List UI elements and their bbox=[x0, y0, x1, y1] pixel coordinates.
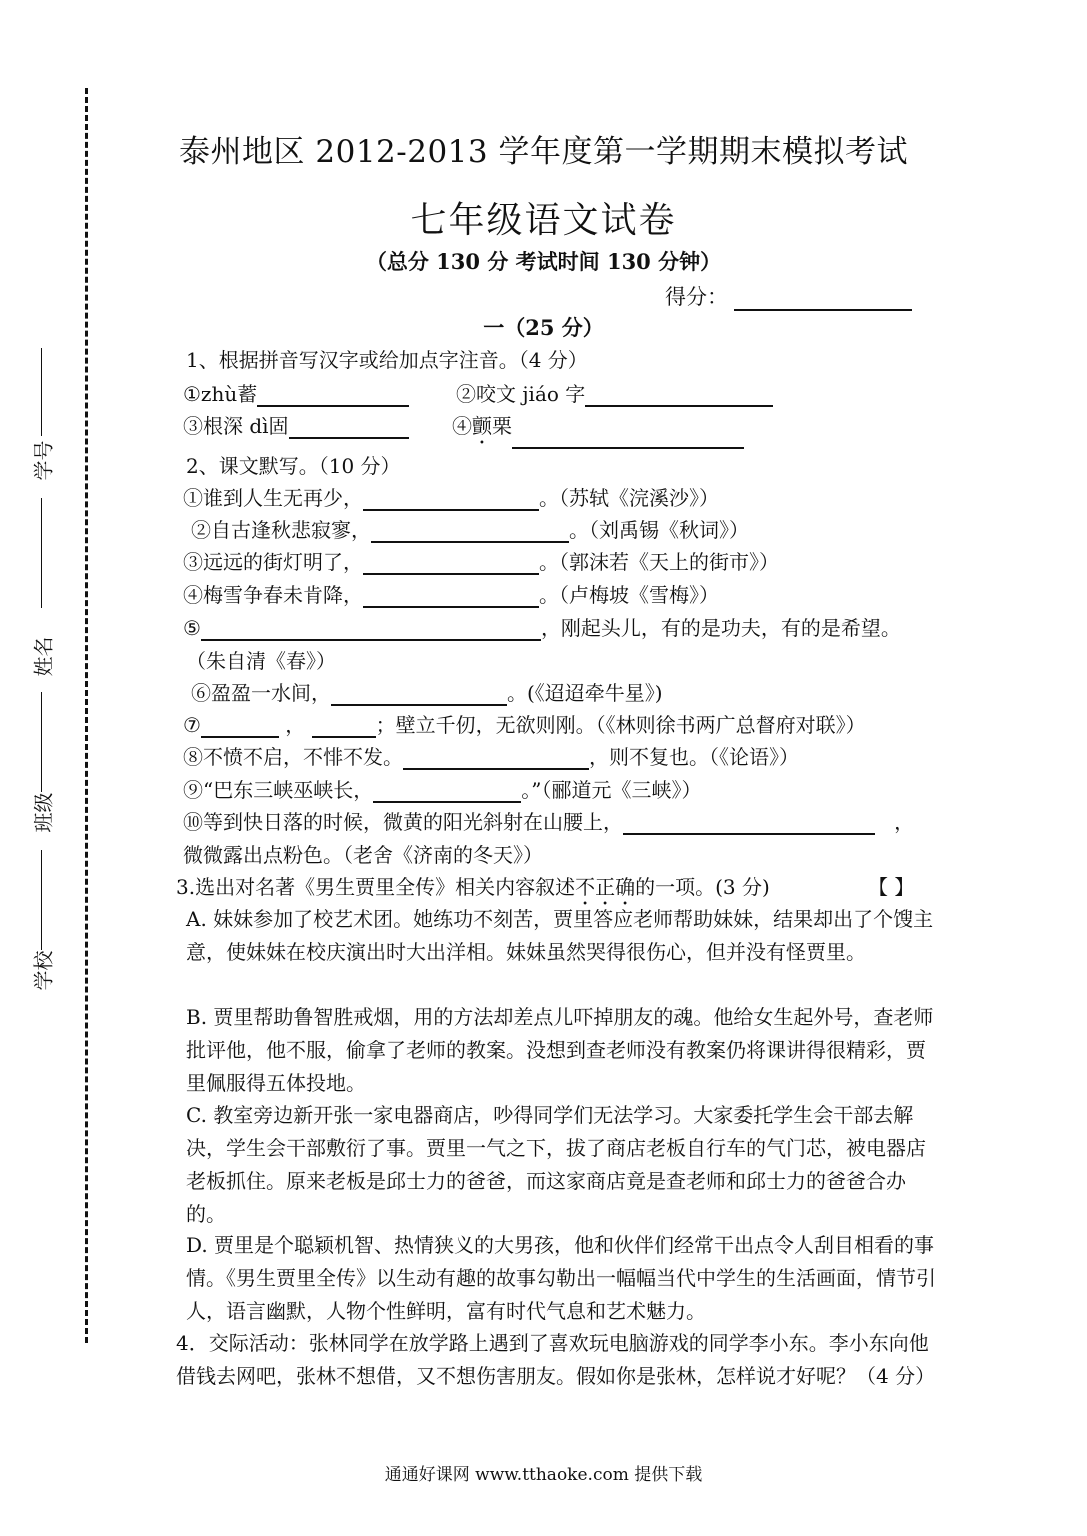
q2-prompt: 2、课文默写。（10 分） bbox=[186, 454, 401, 478]
name-label: 姓名 bbox=[31, 636, 56, 677]
answer-blank[interactable] bbox=[363, 489, 539, 511]
q1-item-3: ③根深 dì固 bbox=[183, 410, 409, 439]
answer-blank[interactable] bbox=[585, 385, 773, 407]
exam-subtitle: 七年级语文试卷 bbox=[410, 200, 677, 241]
q2-line-10: ⑩等到快日落的时候，微黄的阳光斜射在山腰上， ， bbox=[183, 810, 915, 834]
answer-blank[interactable] bbox=[623, 813, 875, 835]
score-blank[interactable] bbox=[734, 287, 912, 311]
exam-title: 泰州地区 2012-2013 学年度第一学期期末模拟考试 bbox=[179, 134, 908, 170]
q1-item-1: ①zhù蓄 bbox=[183, 378, 409, 407]
q2-line-10-source: 微微露出点粉色。（老舍《济南的冬天》） bbox=[183, 843, 543, 867]
q3-option-c: C. 教室旁边新开张一家电器商店，吵得同学们无法学习。大家委托学生会干部去解决，学生会干部敷衍了事。贾里一气之下，拔了商店老板自行车的气门芯，被电器店老板抓住。原来老板是邱士力的爸爸，而这家商店竟是查老师和邱士力的爸爸合办的。 bbox=[186, 1103, 926, 1226]
q2-line-2: ②自古逢秋悲寂寥， 。（刘禹锡《秋词》） bbox=[191, 518, 749, 542]
section-heading: 一（25 分） bbox=[483, 315, 604, 340]
q2-line-7: ⑦ ， ；壁立千仞，无欲则刚。（《林则徐书两广总督府对联》） bbox=[183, 713, 866, 737]
q4-prompt: 4．交际活动：张林同学在放学路上遇到了喜欢玩电脑游戏的同学李小东。李小东向他借钱去网吧，张林不想借，又不想伤害朋友。假如你是张林，怎样说才好呢？（4 分） bbox=[176, 1331, 936, 1388]
answer-blank[interactable] bbox=[363, 553, 539, 575]
answer-blank[interactable] bbox=[363, 586, 539, 608]
class-label: 班级 bbox=[31, 792, 56, 833]
q3-answer-bracket[interactable]: 【 】 bbox=[868, 875, 915, 899]
q3-prompt: 3.选出对名著《男生贾里全传》相关内容叙述不正确的一项。(3 分) bbox=[176, 875, 770, 899]
answer-blank[interactable] bbox=[312, 716, 376, 738]
q1-prompt: 1、根据拼音写汉字或给加点字注音。（4 分） bbox=[186, 348, 588, 372]
answer-blank[interactable] bbox=[403, 748, 589, 770]
student-no-blank bbox=[41, 348, 42, 436]
q2-line-4: ④梅雪争春未肯降， 。（卢梅坡《雪梅》） bbox=[183, 583, 719, 607]
school-blank bbox=[41, 850, 42, 950]
class-blank bbox=[41, 692, 42, 792]
q2-line-5-source: （朱自清《春》） bbox=[186, 649, 336, 673]
school-label: 学校 bbox=[31, 950, 56, 991]
q1-item-4: ④颤栗 bbox=[452, 410, 744, 449]
answer-blank[interactable] bbox=[331, 684, 507, 706]
q2-line-5: ⑤ ，刚起头儿，有的是功夫，有的是希望。 bbox=[183, 616, 901, 640]
answer-blank[interactable] bbox=[201, 716, 279, 738]
q3-option-d: D. 贾里是个聪颖机智、热情狭义的大男孩，他和伙伴们经常干出点令人刮目相看的事情。《男生贾里全传》以生动有趣的故事勾勒出一幅幅当代中学生的生活画面，情节引人，语言幽默，人物个性鲜明，富有时代气息和艺术魅力。 bbox=[186, 1233, 936, 1323]
q1-item-2: ②咬文 jiáo 字 bbox=[456, 378, 773, 407]
answer-blank[interactable] bbox=[512, 427, 744, 449]
exam-note: （总分 130 分 考试时间 130 分钟） bbox=[365, 249, 722, 274]
q2-line-8: ⑧不愤不启，不悱不发。 ，则不复也。（《论语》） bbox=[183, 745, 799, 769]
q2-line-9: ⑨“巴东三峡巫峡长， 。”（郦道元《三峡》） bbox=[183, 778, 702, 802]
q3-option-a: A. 妹妹参加了校艺术团。她练功不刻苦，贾里答应老师帮助妹妹，结果却出了个馊主意，使妹妹在校庆演出时大出洋相。妹妹虽然哭得很伤心，但并没有怪贾里。 bbox=[186, 907, 934, 964]
score-field bbox=[665, 281, 912, 311]
footer-credit: 通通好课网 www.tthaoke.com 提供下载 bbox=[384, 1465, 703, 1485]
student-no-label: 学号 bbox=[31, 440, 56, 481]
binding-dashed-line bbox=[85, 88, 88, 1343]
name-blank bbox=[41, 498, 42, 608]
q2-line-6: ⑥盈盈一水间， 。(《迢迢牵牛星》) bbox=[191, 681, 663, 705]
answer-blank[interactable] bbox=[289, 417, 409, 439]
q2-line-3: ③远远的街灯明了， 。（郭沫若《天上的街市》） bbox=[183, 550, 779, 574]
score-label: 得分： bbox=[665, 285, 728, 309]
answer-blank[interactable] bbox=[257, 385, 409, 407]
q3-option-b: B. 贾里帮助鲁智胜戒烟，用的方法却差点儿吓掉朋友的魂。他给女生起外号，查老师批评他，他不服，偷拿了老师的教案。没想到查老师没有教案仍将课讲得很精彩，贾里佩服得五体投地。 bbox=[186, 1005, 934, 1095]
q2-line-1: ①谁到人生无再少， 。（苏轼《浣溪沙》） bbox=[183, 486, 719, 510]
answer-blank[interactable] bbox=[371, 521, 569, 543]
answer-blank[interactable] bbox=[201, 619, 541, 641]
answer-blank[interactable] bbox=[373, 781, 521, 803]
